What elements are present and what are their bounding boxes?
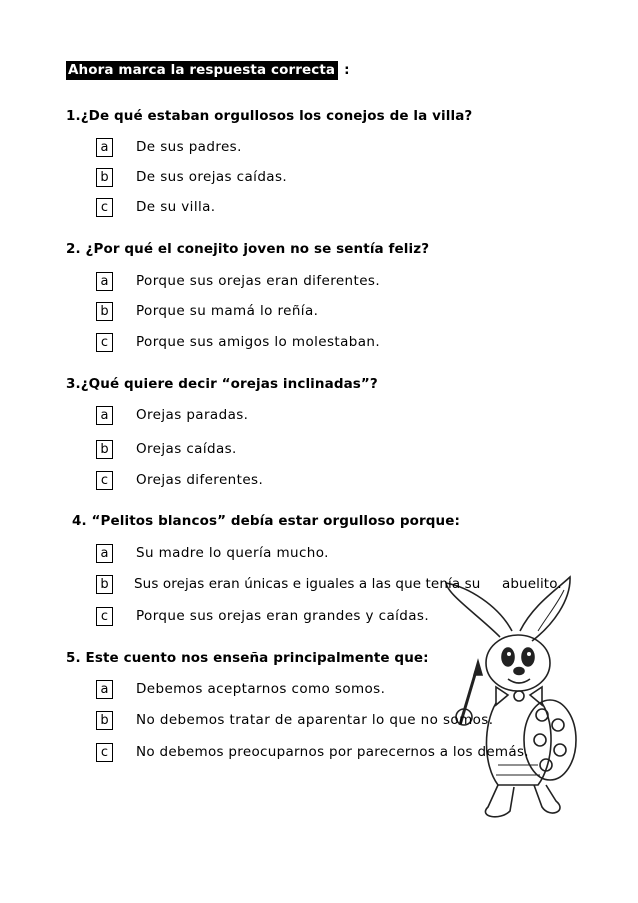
option-checkbox-5b[interactable]: b [96,711,113,730]
option-checkbox-5a[interactable]: a [96,680,113,699]
option-checkbox-1b[interactable]: b [96,168,113,187]
option-checkbox-3a[interactable]: a [96,406,113,425]
option-4b: Sus orejas eran únicas e iguales a las que tenía su [134,576,481,592]
option-checkbox-2c[interactable]: c [96,333,113,352]
option-3c: Orejas diferentes. [136,472,264,488]
option-3b: Orejas caídas. [136,441,237,457]
option-1a: De sus padres. [136,139,242,155]
worksheet-heading [66,62,350,78]
option-checkbox-3b[interactable]: b [96,440,113,459]
option-4a: Su madre lo quería mucho. [136,545,329,561]
question-1: 1.¿De qué estaban orgullosos los conejos de la villa? [66,108,473,124]
heading-colon: : [344,62,350,78]
heading-text: Ahora marca la respuesta correcta [66,61,338,80]
option-1c: De su villa. [136,199,216,215]
question-3: 3.¿Qué quiere decir “orejas inclinadas”? [66,376,378,392]
option-checkbox-1c[interactable]: c [96,198,113,217]
question-4: 4. “Pelitos blancos” debía estar orgulloso porque: [72,513,460,529]
option-4b-continuation: abuelito. [502,576,562,592]
option-checkbox-2b[interactable]: b [96,302,113,321]
option-checkbox-4b[interactable]: b [96,575,113,594]
option-3a: Orejas paradas. [136,407,249,423]
question-5: 5. Este cuento nos enseña principalmente que: [66,650,429,666]
easter-bunny-illustration [438,575,578,825]
option-5b: No debemos tratar de aparentar lo que no somos. [136,712,494,728]
option-2a: Porque sus orejas eran diferentes. [136,273,381,289]
option-2b: Porque su mamá lo reñía. [136,303,319,319]
option-1b: De sus orejas caídas. [136,169,288,185]
option-checkbox-5c[interactable]: c [96,743,113,762]
option-checkbox-4a[interactable]: a [96,544,113,563]
option-2c: Porque sus amigos lo molestaban. [136,334,381,350]
option-4c: Porque sus orejas eran grandes y caídas. [136,608,430,624]
question-2: 2. ¿Por qué el conejito joven no se sentía feliz? [66,241,430,257]
easter-egg [524,700,576,780]
option-checkbox-1a[interactable]: a [96,138,113,157]
option-5a: Debemos aceptarnos como somos. [136,681,386,697]
option-checkbox-2a[interactable]: a [96,272,113,291]
option-checkbox-3c[interactable]: c [96,471,113,490]
option-5c: No debemos preocuparnos por parecernos a los demás. [136,744,529,760]
option-checkbox-4c[interactable]: c [96,607,113,626]
